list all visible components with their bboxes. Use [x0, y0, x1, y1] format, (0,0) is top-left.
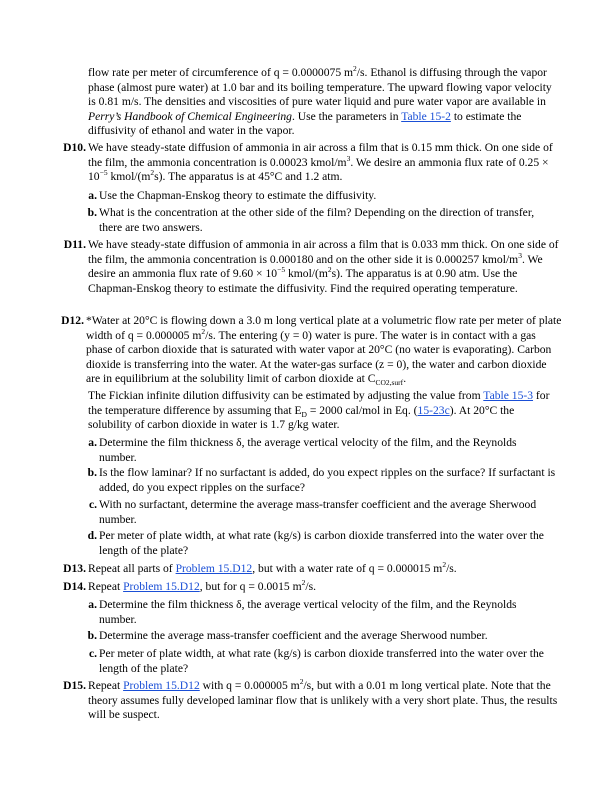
d15-text-3: /s, but with a 0.01 m long vertical plate. Note that the theory assumes fully developed laminar flow that is unlikely with a very short plate. Thus, the results will be suspect. [88, 679, 558, 722]
d10-text-4: s). The apparatus is at 45°C and 1.2 atm. [154, 170, 343, 184]
d15-problem-link[interactable]: Problem 15.D12 [123, 679, 200, 692]
d14-sup-1: 2 [301, 578, 306, 587]
problem-d14-text [88, 580, 564, 595]
d12-sub-1: CO2,surf [375, 378, 404, 388]
continuation-text-2: /s. Ethanol is diffusing through the vapor phase (almost pure water) at 1.0 bar and its boiling temperature. The upward flowing vapor velocity is 0.81 m/s. The densities and viscosities of pure water liquid and pure water vapor are available in [88, 66, 552, 109]
d14-problem-link[interactable]: Problem 15.D12 [123, 580, 200, 593]
d10-text-1: We have steady-state diffusion of ammonia in air across a film that is 0.15 mm thick. On one side of the film, the ammonia concentration is 0.00023 kmol/m [88, 141, 553, 169]
d12-d-text: Per meter of plate width, at what rate (kg/s) is carbon dioxide transferred into the water over the length of the plate? [99, 529, 544, 557]
problem-d14-label: D14. [63, 580, 86, 593]
problem-d15-text [88, 679, 564, 723]
d12-text-6: = 2000 cal/mol in Eq. ( [306, 403, 418, 417]
continuation-sup: 2 [353, 64, 357, 73]
d13-sup-1: 2 [442, 560, 447, 569]
d12-sub-2: D [301, 409, 307, 419]
d12-b-text: Is the flow laminar? If no surfactant is added, do you expect ripples on the surface? If surfactant is added, do you expect ripples on the surface? [99, 466, 556, 494]
continuation-paragraph [88, 66, 554, 139]
d12-d-label: d. [87, 529, 97, 542]
d12-a-label: a. [88, 436, 97, 449]
d12-sup-1: 2 [201, 326, 206, 336]
problem-d13-label: D13. [63, 562, 86, 575]
d12-c-text: With no surfactant, determine the average mass-transfer coefficient and the average Sherwood number. [99, 498, 537, 526]
d10-b-text: What is the concentration at the other side of the film? Depending on the direction of transfer, there are two answers. [99, 206, 535, 234]
problem-d12-label: D12. [61, 314, 84, 327]
table-15-2-link[interactable]: Table 15-2 [401, 109, 451, 123]
d11-text-2: . We desire an ammonia flux rate of 9.60 × 10 [88, 252, 543, 281]
continuation-text-4: to estimate the diffusivity of ethanol and water in the vapor. [88, 109, 522, 138]
d15-text-1: Repeat [88, 679, 124, 692]
book-title: Perry’s Handbook of Chemical Engineering [88, 109, 292, 123]
d13-text-3: /s. [446, 562, 457, 575]
d10-text-3: kmol/(m [107, 170, 151, 184]
d10-sup-2: −5 [99, 168, 108, 178]
d15-text-2: with q = 0.000005 m [199, 679, 300, 692]
d14-a-text: Determine the film thickness δ, the average vertical velocity of the film, and the Reynolds number. [99, 598, 517, 626]
d14-c-label: c. [88, 647, 97, 660]
eq-15-23c-link[interactable]: 15-23c [417, 403, 450, 417]
d14-a-label: a. [88, 598, 97, 611]
problem-d13-text [88, 562, 564, 577]
d13-text-2: , but with a water rate of q = 0.000015 m [252, 562, 443, 575]
d10-a-text: Use the Chapman-Enskog theory to estimate the diffusivity. [99, 189, 377, 202]
d11-sup-3: 2 [327, 265, 332, 275]
d12-c-label: c. [88, 498, 97, 511]
d15-sup-1: 2 [299, 677, 304, 686]
d11-sup-1: 3 [518, 250, 522, 260]
d12-text-7: ). At 20°C the solubility of carbon dioxide in water is 1.7 g/kg water. [88, 403, 515, 432]
d14-text-1: Repeat [88, 580, 124, 593]
d12-text-5: for the temperature difference by assuming that E [88, 389, 550, 417]
problem-d12-text [86, 314, 562, 387]
d12-text-3: . [403, 372, 407, 386]
d14-b-label: b. [87, 629, 97, 642]
d12-text-4: The Fickian infinite dilution diffusivity can be estimated by adjusting the value from [88, 389, 484, 402]
d11-text-3: kmol/(m [285, 267, 328, 281]
d14-c-text: Per meter of plate width, at what rate (kg/s) is carbon dioxide transferred into the water over the length of the plate? [99, 647, 544, 675]
d10-sup-1: 3 [346, 153, 351, 163]
d10-sup-3: 2 [150, 168, 155, 178]
d12-b-label: b. [87, 466, 97, 479]
problem-d11-text [88, 238, 564, 296]
d11-text-4: s). The apparatus is at 0.90 atm. Use the Chapman-Enskog theory to estimate the diffusivity. Find the required operating temperature. [88, 267, 518, 295]
d12-a-text: Determine the film thickness δ, the average vertical velocity of the film, and the Reynolds number. [99, 436, 517, 464]
continuation-text-3: . Use the parameters in [291, 109, 402, 123]
d13-text-1: Repeat all parts of [88, 562, 176, 575]
d10-a-label: a. [88, 189, 97, 202]
d10-text-2: . We desire an ammonia flux rate of 0.25 × 10 [88, 155, 549, 184]
d14-text-2: , but for q = 0.0015 m [199, 580, 302, 593]
table-15-3-link[interactable]: Table 15-3 [483, 389, 534, 402]
d12-diffusivity-paragraph [88, 389, 558, 433]
problem-d15-label: D15. [63, 679, 86, 692]
problem-d10-label: D10. [63, 141, 86, 154]
continuation-text-1: flow rate per meter of circumference of q = 0.0000075 m [88, 66, 354, 79]
d10-b-label: b. [87, 206, 97, 219]
d14-text-3: /s. [305, 580, 316, 593]
d12-text-2: /s. The entering (y = 0) water is pure. The water is in contact with a gas phase of carbon dioxide that is saturated with water vapor at 20°C (no water is evaporating). Carbon dioxide is transferring into the water. At the water-gas surface (z = 0), the water and carbon dioxide are in equilibrium at the solubility limit of carbon dioxide at C [86, 328, 552, 386]
d11-text-1: We have steady-state diffusion of ammonia in air across a film that is 0.033 mm thick. On one side of the film, the ammonia concentration is 0.000180 and on the other side it is 0.000257 kmol/m [88, 238, 559, 266]
d12-text-1: *Water at 20°C is flowing down a 3.0 m long vertical plate at a volumetric flow rate per meter of plate width of q = 0.000005 m [86, 314, 562, 342]
d13-problem-link[interactable]: Problem 15.D12 [175, 562, 253, 575]
d14-b-text: Determine the average mass-transfer coefficient and the average Sherwood number. [99, 629, 488, 642]
problem-d11-label: D11. [63, 238, 86, 251]
problem-d10-text [88, 141, 566, 185]
d11-sup-2: −5 [277, 265, 286, 275]
